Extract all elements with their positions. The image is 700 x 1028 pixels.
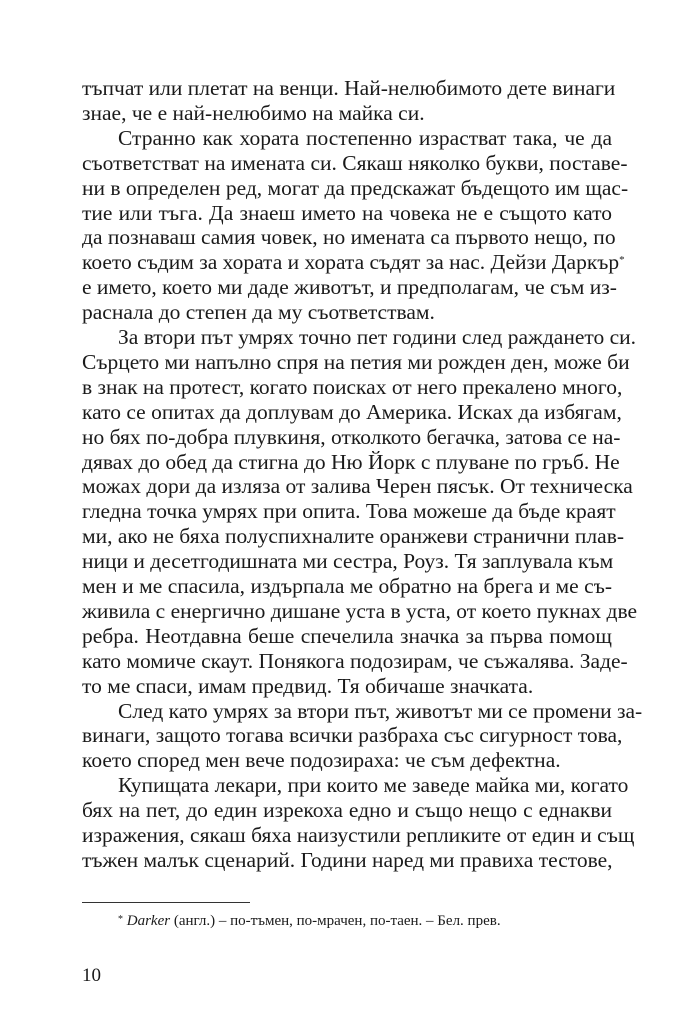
text-line: тъпчат или плетат на венци. Най-нелюбимото дете винаги (82, 76, 616, 100)
text-line: тие или тъга. Да знаеш името на човека не е същото като (82, 200, 612, 225)
page-number: 10 (82, 965, 101, 986)
footnote-divider (82, 902, 250, 903)
text-line: в знак на протест, когато поисках от него прекалено много, (82, 374, 623, 399)
footnote (118, 910, 501, 932)
text-line: ребра. Неотдавна беше спечелила значка за първа помощ (82, 623, 612, 648)
text-line: гледна точка умрях при опита. Това можеше да бъде краят (82, 499, 616, 524)
text-line: ници и десетгодишната ми сестра, Роуз. Тя заплувала към (82, 549, 614, 574)
text-line: знае, че е най-нелюбимо на майка си. (82, 100, 425, 125)
text-line: След като умрях за втори път, животът ми се промени за- (118, 698, 643, 723)
text-line: е името, което ми даде животът, и предполагам, че съм из- (82, 275, 617, 300)
text-line-content: което съдим за хората и хората съдят за нас. Дейзи Даркър (82, 250, 620, 275)
footnote-marker: * (619, 254, 625, 267)
text-line: Странно как хората постепенно израстват така, че да (118, 125, 612, 150)
text-line: да познаваш самия човек, но имената са първото нещо, по (82, 225, 616, 250)
text-line: раснала до степен да му съответствам. (82, 300, 435, 325)
text-line: като се опитах да доплувам до Америка. Исках да избягам, (82, 399, 622, 424)
footnote-text: (англ.) – по-тъмен, по-мрачен, по-таен. – Бел. прев. (170, 913, 501, 929)
text-line: ми, ако не бяха полуспихналите оранжеви странични плав- (82, 524, 625, 549)
text-line: Купищата лекари, при които ме заведе майка ми, когато (118, 773, 629, 798)
text-line: то ме спаси, имам предвид. Тя обичаше значката. (82, 673, 534, 698)
text-line: но бях по-добра плувкиня, отколкото бегачка, затова се на- (82, 424, 621, 449)
text-line: като момиче скаут. Понякога подозирам, че съжалява. Заде- (82, 648, 628, 673)
text-line: бях на пет, до един изрекоха едно и също нещо с еднакви (82, 798, 612, 823)
text-line: винаги, защото тогава всички разбраха със сигурност това, (82, 723, 623, 748)
text-line: живила с енергично дишане уста в уста, от което пукнах две (82, 598, 638, 623)
text-line: изражения, сякаш бяха наизустили репликите от един и същ (82, 823, 635, 847)
text-line: можах дори да изляза от залива Черен пясък. От техническа (82, 474, 633, 499)
text-line: мен и ме спасила, издърпала ме обратно на брега и ме съ- (82, 574, 612, 598)
text-line: съответстват на имената си. Сякаш няколко букви, поставе- (82, 150, 628, 175)
text-line: ни в определен ред, могат да предскажат бъдещото им щас- (82, 175, 629, 200)
text-line: което според мен вече подозираха: че съм дефектна. (82, 748, 561, 773)
text-line: Сърцето ми напълно спря на петия ми рожден ден, може би (82, 349, 630, 374)
footnote-term: Darker (126, 913, 171, 929)
footnote-marker: * (118, 914, 123, 925)
text-line: тъжен малък сценарий. Години наред ми правиха тестове, (82, 847, 613, 872)
text-line: дявах до обед да стигна до Ню Йорк с плуване по гръб. Не (82, 449, 620, 474)
text-line: За втори път умрях точно пет години след раждането си. (118, 325, 637, 349)
